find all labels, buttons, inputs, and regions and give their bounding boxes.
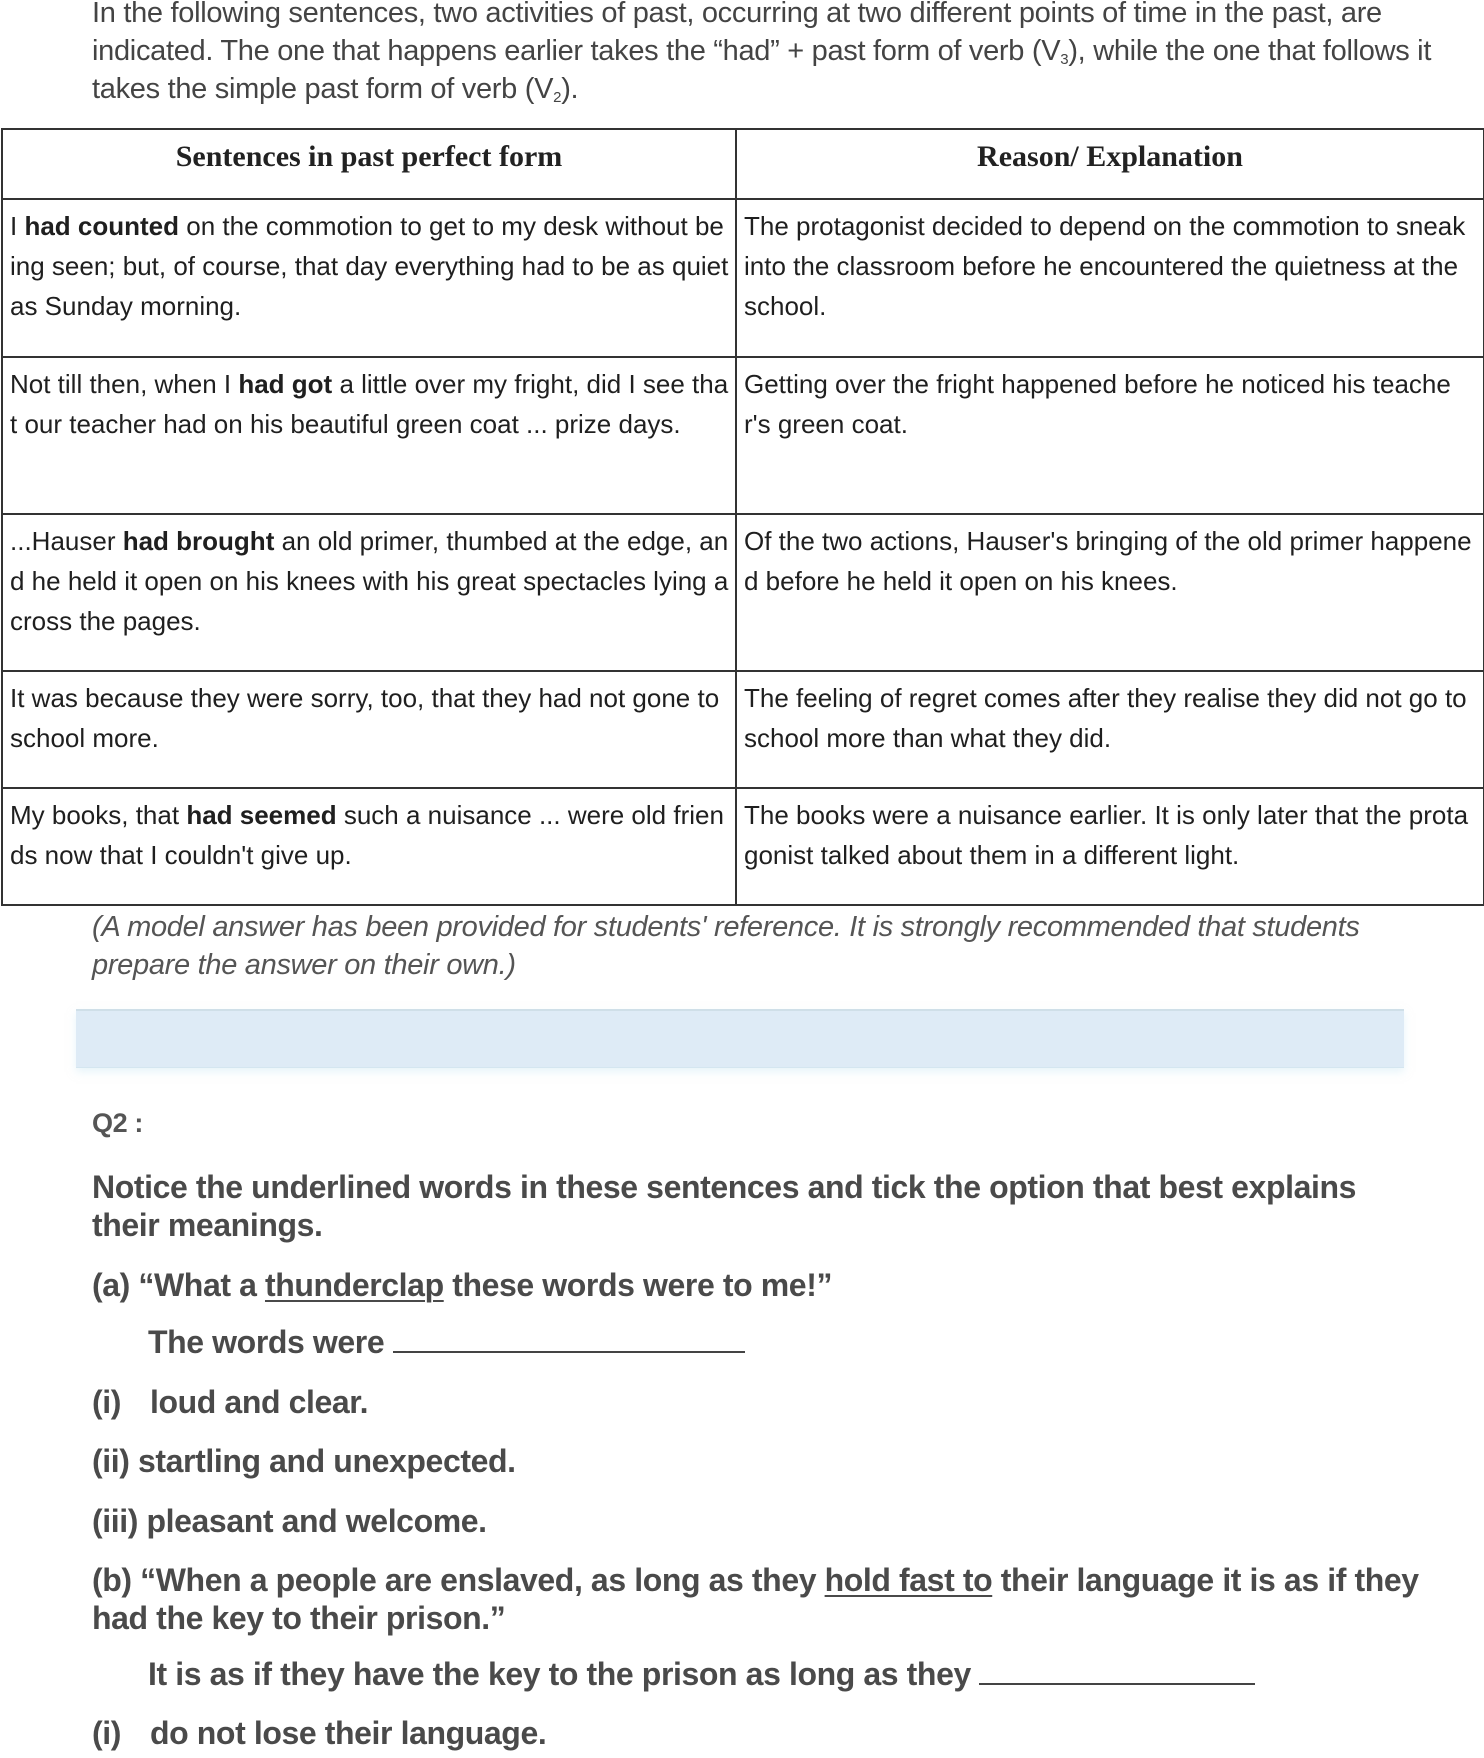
sentence-cell — [2, 514, 736, 671]
subscript-2: 2 — [553, 89, 562, 106]
prompt-text: It is as if they have the key to the prison as long as they — [148, 1656, 971, 1692]
sentence-cell — [2, 357, 736, 514]
sentence-text: a little over my fright, did I see that our teacher had on his beautiful green coat ... prize days. — [10, 369, 729, 439]
option-a-iii[interactable] — [92, 1502, 487, 1540]
model-answer-note: (A model answer has been provided for students' reference. It is strongly recommended that students prepare the answer on their own.) — [92, 911, 1360, 981]
verb-highlight: had brought — [122, 526, 275, 556]
verb-highlight: had got — [238, 369, 333, 399]
option-marker: (iii) — [92, 1503, 138, 1539]
sentence-text: on the commotion to get to my desk without being seen; but, of course, that day everything had to be as quiet as Sunday morning. — [10, 211, 729, 321]
verb-highlight: had seemed — [186, 800, 337, 830]
quote-text: (b) “When a people are enslaved, as long as they — [92, 1562, 825, 1598]
option-marker: (i) — [92, 1715, 122, 1751]
table-row — [2, 514, 1484, 671]
table-row — [2, 671, 1484, 788]
answer-blank[interactable] — [979, 1655, 1255, 1685]
sentence-text: an old primer, thumbed at the edge, and he held it open on his knees with his great spectacles lying across the pages. — [10, 526, 729, 636]
intro-text: In the following sentences, two activities of past, occurring at two different points of time in the past, are indicated. The one that happens earlier takes the “had” + past form of verb (V — [92, 0, 1382, 67]
option-text: pleasant and welcome. — [146, 1503, 487, 1539]
sentence-cell — [2, 671, 736, 788]
option-text: do not lose their language. — [150, 1715, 547, 1751]
option-marker: (ii) — [92, 1443, 130, 1479]
sentence-text: such a nuisance ... were old friends now that I couldn't give up. — [10, 800, 724, 870]
question-a-prompt — [148, 1323, 745, 1361]
option-a-ii[interactable] — [92, 1442, 516, 1480]
subscript-3: 3 — [1060, 51, 1069, 68]
sentence-text: Not till then, when I — [10, 369, 239, 399]
quote-text: (a) “What a — [92, 1267, 265, 1303]
reason-cell: The books were a nuisance earlier. It is only later that the protagonist talked about them in a different light. — [736, 788, 1484, 905]
sentence-text: My books, that — [10, 800, 187, 830]
intro-paragraph — [92, 0, 1432, 108]
sentence-cell — [2, 788, 736, 905]
question-b-quote — [92, 1561, 1422, 1637]
quote-text: their language it is as if they had the key to their prison.” — [92, 1562, 1419, 1636]
table-row — [2, 357, 1484, 514]
past-perfect-table — [1, 128, 1484, 906]
underlined-word: thunderclap — [264, 1267, 444, 1303]
table-row — [2, 199, 1484, 357]
reason-cell: The protagonist decided to depend on the commotion to sneak into the classroom before he encountered the quietness at the school. — [736, 199, 1484, 357]
sentence-text: ...Hauser — [10, 526, 123, 556]
question-number: Q2 : — [92, 1108, 143, 1138]
answer-divider-bar — [76, 1009, 1404, 1068]
question-b-prompt — [148, 1655, 1255, 1693]
answer-blank[interactable] — [393, 1323, 745, 1353]
option-text: loud and clear. — [150, 1384, 369, 1420]
table-header-row — [2, 129, 1484, 199]
table-row — [2, 788, 1484, 905]
intro-text: ), while the one that follows it takes the simple past form of verb (V — [92, 35, 1432, 105]
underlined-phrase: hold fast to — [824, 1562, 993, 1598]
reason-cell: The feeling of regret comes after they realise they did not go to school more than what they did. — [736, 671, 1484, 788]
verb-highlight: had counted — [24, 211, 180, 241]
header-sentences: Sentences in past perfect form — [2, 129, 736, 199]
option-text: startling and unexpected. — [138, 1443, 516, 1479]
sentence-text: I — [10, 211, 25, 241]
reason-cell: Getting over the fright happened before he noticed his teacher's green coat. — [736, 357, 1484, 514]
header-reason: Reason/ Explanation — [736, 129, 1484, 199]
sentence-text: It was because they were sorry, too, that they had not gone to school more. — [10, 683, 720, 753]
question-instruction: Notice the underlined words in these sentences and tick the option that best explains their meanings. — [92, 1169, 1357, 1243]
question-a-quote — [92, 1266, 832, 1304]
prompt-text: The words were — [148, 1324, 385, 1360]
option-b-i[interactable] — [92, 1714, 546, 1752]
option-a-i[interactable] — [92, 1383, 368, 1421]
reason-cell: Of the two actions, Hauser's bringing of the old primer happened before he held it open on his knees. — [736, 514, 1484, 671]
intro-text: ). — [561, 73, 579, 105]
option-marker: (i) — [92, 1384, 122, 1420]
quote-text: these words were to me!” — [443, 1267, 833, 1303]
sentence-cell — [2, 199, 736, 357]
